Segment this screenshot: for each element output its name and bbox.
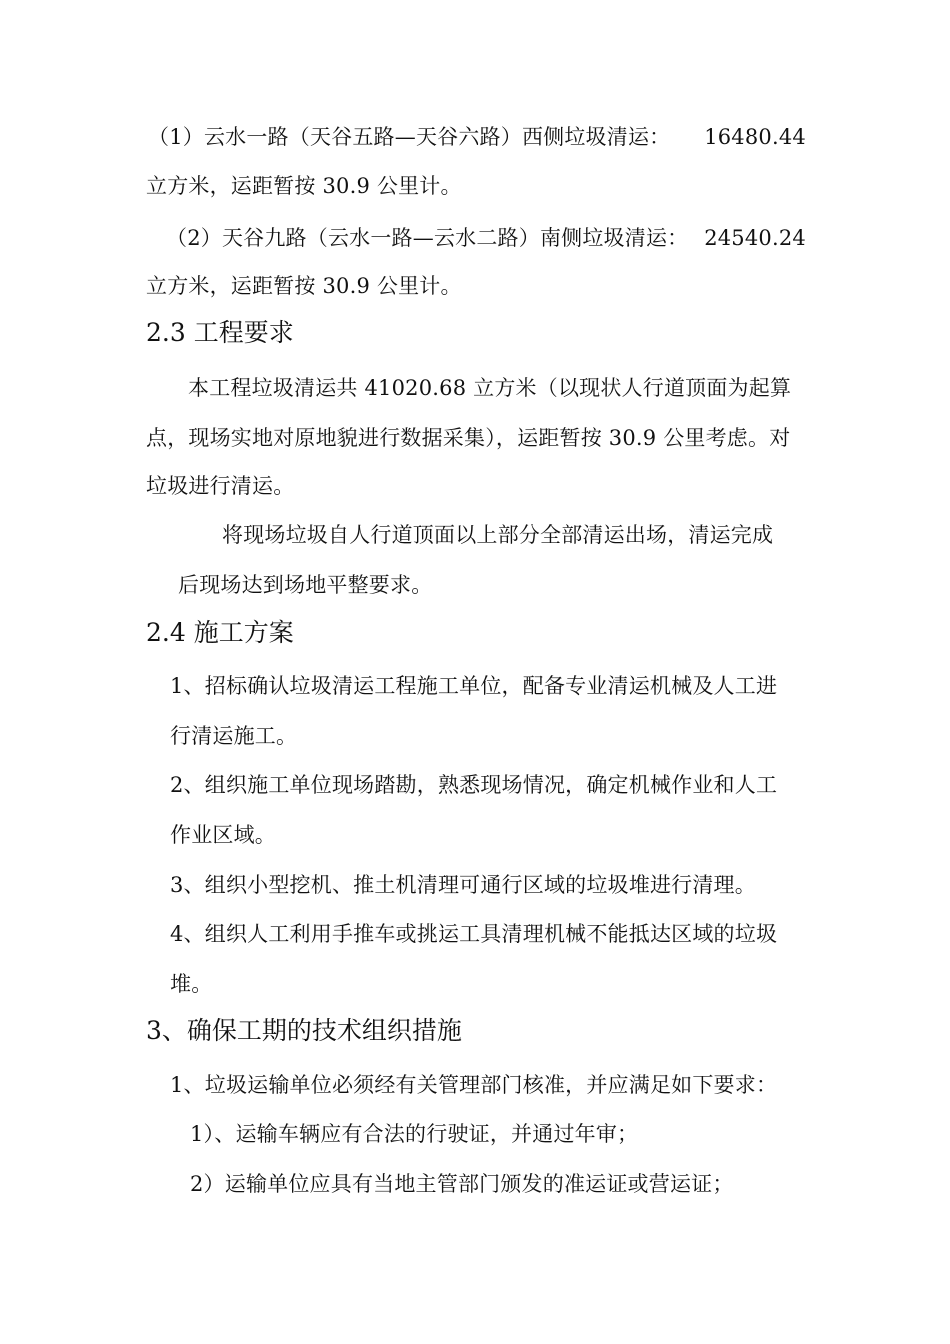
section-2-4-step2-line1 <box>170 771 806 799</box>
section-3-requirement-1: 1）、运输车辆应有合法的行驶证，并通过年审； <box>190 1122 639 1146</box>
section-2-3-para2-line2: 后现场达到场地平整要求。 <box>178 573 433 597</box>
section-2-3-para1-line3: 垃圾进行清运。 <box>146 474 295 498</box>
item2-line2: 立方米，运距暂按 30.9 公里计。 <box>146 274 462 298</box>
section-2-3-para1-line2-text: 点，现场实地对原地貌进行数据采集），运距暂按 30.9 公里考虑。对 <box>146 426 791 450</box>
section-2-4-title: 2.4 施工方案 <box>146 618 294 647</box>
item1-line1 <box>148 123 806 151</box>
section-2-4-step1-line2: 行清运施工。 <box>170 724 298 748</box>
section-2-4-step1-line1-text: 1、招标确认垃圾清运工程施工单位，配备专业清运机械及人工进 <box>170 674 778 698</box>
item1-line2: 立方米，运距暂按 30.9 公里计。 <box>146 174 462 198</box>
section-2-3-title: 2.3 工程要求 <box>146 318 294 347</box>
item1-volume: 16480.44 <box>704 125 806 149</box>
section-2-3-para1-line2 <box>146 424 806 452</box>
section-2-4-step1-line1 <box>170 672 806 700</box>
item2-volume: 24540.24 <box>704 226 806 250</box>
section-2-4-step4-line1-text: 4、组织人工利用手推车或挑运工具清理机械不能抵达区域的垃圾 <box>170 922 778 946</box>
section-2-4-step2-line2: 作业区域。 <box>170 823 276 847</box>
section-3-title: 3、确保工期的技术组织措施 <box>146 1016 462 1045</box>
section-3-requirement-2: 2）运输单位应具有当地主管部门颁发的准运证或营运证； <box>190 1172 734 1196</box>
section-2-3-para2-line1 <box>222 521 806 549</box>
item2-text: （2）天谷九路（云水一路—云水二路）南侧垃圾清运： <box>166 226 689 250</box>
section-3-requirements-intro: 1、垃圾运输单位必须经有关管理部门核准，并应满足如下要求： <box>170 1073 778 1097</box>
item2-line1 <box>166 224 806 252</box>
section-2-4-step4-line1 <box>170 920 806 948</box>
section-2-3-para1-line1-text: 本工程垃圾清运共 41020.68 立方米（以现状人行道顶面为起算 <box>188 376 792 400</box>
section-2-4-step2-line1-text: 2、组织施工单位现场踏勘，熟悉现场情况，确定机械作业和人工 <box>170 773 778 797</box>
section-2-3-para2-line1-text: 将现场垃圾自人行道顶面以上部分全部清运出场，清运完成 <box>222 523 774 547</box>
section-2-3-para1-line1 <box>188 374 806 402</box>
section-2-4-step3: 3、组织小型挖机、推土机清理可通行区域的垃圾堆进行清理。 <box>170 873 756 897</box>
section-2-4-step4-line2: 堆。 <box>170 972 213 996</box>
item1-text: （1）云水一路（天谷五路—天谷六路）西侧垃圾清运： <box>148 125 671 149</box>
